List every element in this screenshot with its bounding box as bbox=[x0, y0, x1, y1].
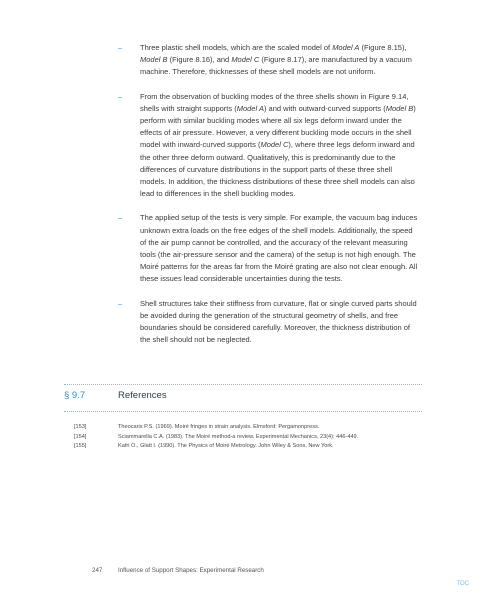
bullet-item bbox=[118, 212, 418, 285]
toc-link[interactable]: TOC bbox=[456, 581, 469, 587]
reference-text: Kafri O., Glatt I. (1990). The Physics of Moiré Metrology. John Wiley & Sons, New York. bbox=[118, 443, 334, 449]
reference-number: [153] bbox=[74, 424, 87, 430]
bullet-dash: – bbox=[118, 298, 123, 308]
section-title: References bbox=[118, 390, 167, 401]
footer-title: Influence of Support Shapes: Experimental Research bbox=[118, 567, 264, 574]
bullet-list bbox=[118, 42, 418, 358]
bullet-text: Three plastic shell models, which are the scaled model of Model A (Figure 8.15), Model B (Figure 8.16), and Model C (Figure 8.17), are manufactured by a vacuum machine. Therefore, thicknesses of these shell models are not uniform. bbox=[140, 43, 412, 77]
bullet-text: From the observation of buckling modes of the three shells shown in Figure 9.14, shells with straight supports (Model A) and with outward-curved supports (Model B) perform with similar buckling modes where all six legs deform inward under the effects of air pressure. However, a very different buckling mode occurs in the shell model with inward-curved supports (Model C), where three legs deform inward and the other three deform outward. Qualitatively, this is predominantly due to the differences of curvature distributions in the support parts of these three shell models. In addition, the thickness distributions of these three shell models can also lead to differences in the shell buckling modes. bbox=[140, 91, 416, 199]
bullet-text: Shell structures take their stiffness from curvature, flat or single curved parts should be avoided during the generation of the structural geometry of shells, and free boundaries should be considered carefully. Moreover, the thickness distribution of the shell should not be neglected. bbox=[140, 298, 417, 345]
section-number: § 9.7 bbox=[64, 390, 86, 401]
reference-text: Sciammarella C.A. (1983). The Moiré method-a review. Experimental Mechanics, 23(4): 446-449. bbox=[118, 433, 359, 440]
bullet-dash: – bbox=[118, 91, 123, 101]
reference-list bbox=[74, 423, 424, 452]
reference-number: [155] bbox=[74, 443, 87, 449]
reference-number: [154] bbox=[74, 433, 87, 440]
reference-text: Theocaris P.S. (1969). Moiré fringes in strain analysis. Elmsford: Pergamonpress. bbox=[118, 424, 320, 430]
bullet-dash: – bbox=[118, 213, 123, 223]
bullet-item bbox=[118, 42, 418, 79]
bullet-item bbox=[118, 298, 418, 347]
section-divider-top bbox=[64, 384, 422, 385]
reference-item bbox=[74, 423, 424, 433]
bullet-dash: – bbox=[118, 43, 123, 52]
page-number: 247 bbox=[92, 567, 103, 574]
bullet-text: The applied setup of the tests is very simple. For example, the vacuum bag induces unknown extra loads on the free edges of the shell models. Additionally, the speed of the air pump cannot be controlled, and the accuracy of the relevant measuring tools (the air-pressure sensor and the camera) of the setup is not high enough. The Moiré patterns for the areas far from the Moiré grating are also not clear enough. All these issues lead considerable uncertainties during the tests. bbox=[140, 213, 418, 284]
bullet-item bbox=[118, 91, 418, 201]
reference-item bbox=[74, 433, 424, 443]
reference-item bbox=[74, 442, 424, 452]
section-divider-bottom bbox=[64, 411, 422, 412]
